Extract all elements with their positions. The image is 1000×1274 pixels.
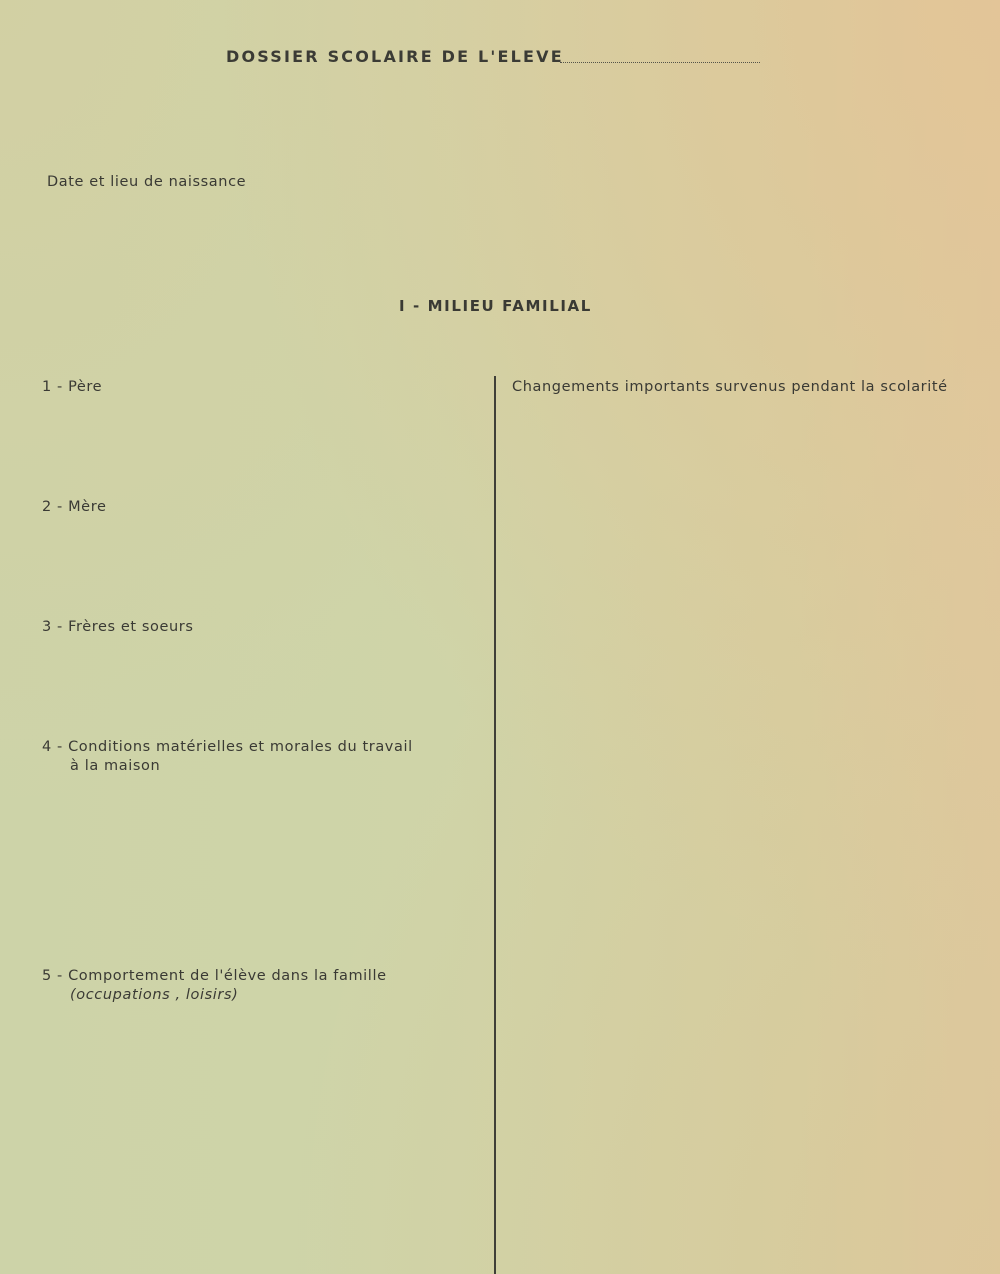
item-home-work-conditions [42,739,413,774]
changes-column-heading: Changements importants survenus pendant la scolarité [512,379,948,395]
title-row [226,47,766,69]
title-fill-line [560,62,760,63]
item-label: 3 - Frères et soeurs [42,619,194,635]
item-family-behavior [42,968,387,1003]
item-label: 5 - Comportement de l'élève dans la famille [42,968,387,984]
birth-date-place-label: Date et lieu de naissance [47,174,247,190]
item-label: 4 - Conditions matérielles et morales du travail [42,739,413,755]
item-siblings [42,619,194,635]
section-heading: I - MILIEU FAMILIAL [399,297,592,315]
document-title: DOSSIER SCOLAIRE DE L'ELEVE [226,47,564,66]
item-label: 1 - Père [42,379,103,395]
item-father [42,379,102,395]
item-label: 2 - Mère [42,499,107,515]
column-divider [494,376,496,1274]
item-label-continued: (occupations , loisirs) [70,987,239,1003]
item-label-continued: à la maison [70,758,161,774]
item-mother [42,499,106,515]
